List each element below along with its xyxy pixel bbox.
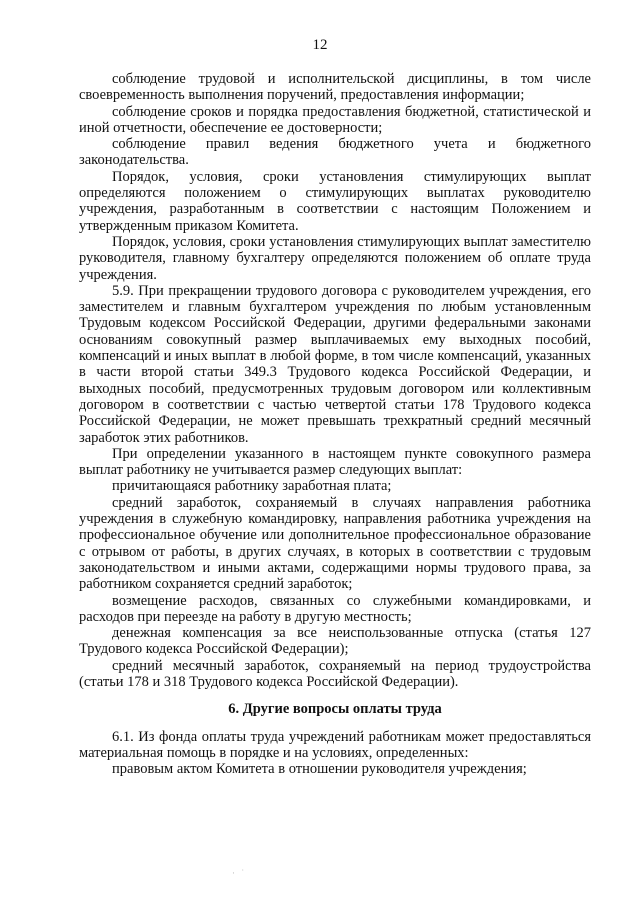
paragraph: причитающаяся работнику заработная плата; — [112, 478, 392, 495]
paragraph: Порядок, условия, сроки установления стимулирующих выплат заместителю руководителя, главному бухгалтеру определяются положением об оплате труда учреждения. — [79, 233, 591, 283]
paragraph: средний заработок, сохраняемый в случаях направления работника учреждения в служебную командировку, направления работника учреждения на профессиональное обучение или дополнительное профессиональное образование с отрывом от работы, в других случаях, в которых в соответствии с трудовым законодательством и иными актами, содержащими нормы трудового права, за работником сохраняется средний заработок; — [79, 494, 591, 593]
paragraph: соблюдение сроков и порядка предоставления бюджетной, статистической и иной отчетности, обеспечение ее достоверности; — [79, 103, 591, 136]
scan-mark: · ˙ — [232, 868, 247, 878]
paragraph: возмещение расходов, связанных со служебными командировками, и расходов при переезде на работу в другую местность; — [79, 592, 591, 625]
page-number: 12 — [312, 37, 328, 53]
paragraph: 5.9. При прекращении трудового договора с руководителем учреждения, его заместителем и главным бухгалтером учреждения по любым установленным Трудовым кодексом Российской Федерации, другими федеральными законами основаниям совокупный размер выплачиваемых ему выходных пособий, компенсаций и иных выплат в любой форме, в том числе компенсаций, указанных в части второй статьи 349.3 Трудового кодекса Российской Федерации, и выходных пособий, предусмотренных трудовым договором или коллективным договором в соответствии с частью четвертой статьи 178 Трудового кодекса Российской Федерации, не может превышать трехкратный средний месячный заработок этих работников. — [79, 282, 591, 446]
paragraph: При определении указанного в настоящем пункте совокупного размера выплат работнику не учитывается размер следующих выплат: — [79, 445, 591, 479]
paragraph: 6.1. Из фонда оплаты труда учреждений работникам может предоставляться материальная помощь в порядке и на условиях, определенных: — [79, 728, 591, 761]
paragraph: средний месячный заработок, сохраняемый на период трудоустройства (статьи 178 и 318 Трудового кодекса Российской Федерации). — [79, 657, 591, 690]
paragraph: правовым актом Комитета в отношении руководителя учреждения; — [112, 761, 527, 778]
paragraph: денежная компенсация за все неиспользованные отпуска (статья 127 Трудового кодекса Российской Федерации); — [79, 625, 591, 658]
paragraph: Порядок, условия, сроки установления стимулирующих выплат определяются положением о стимулирующих выплатах руководителю учреждения, разработанным в соответствии с настоящим Положением и утвержденным приказом Комитета. — [79, 168, 591, 234]
paragraph: соблюдение трудовой и исполнительской дисциплины, в том числе своевременность выполнения поручений, предоставления информации; — [79, 71, 591, 104]
section-heading: 6. Другие вопросы оплаты труда — [228, 701, 442, 718]
page-content — [79, 71, 591, 777]
paragraph: соблюдение правил ведения бюджетного учета и бюджетного законодательства. — [79, 136, 591, 169]
